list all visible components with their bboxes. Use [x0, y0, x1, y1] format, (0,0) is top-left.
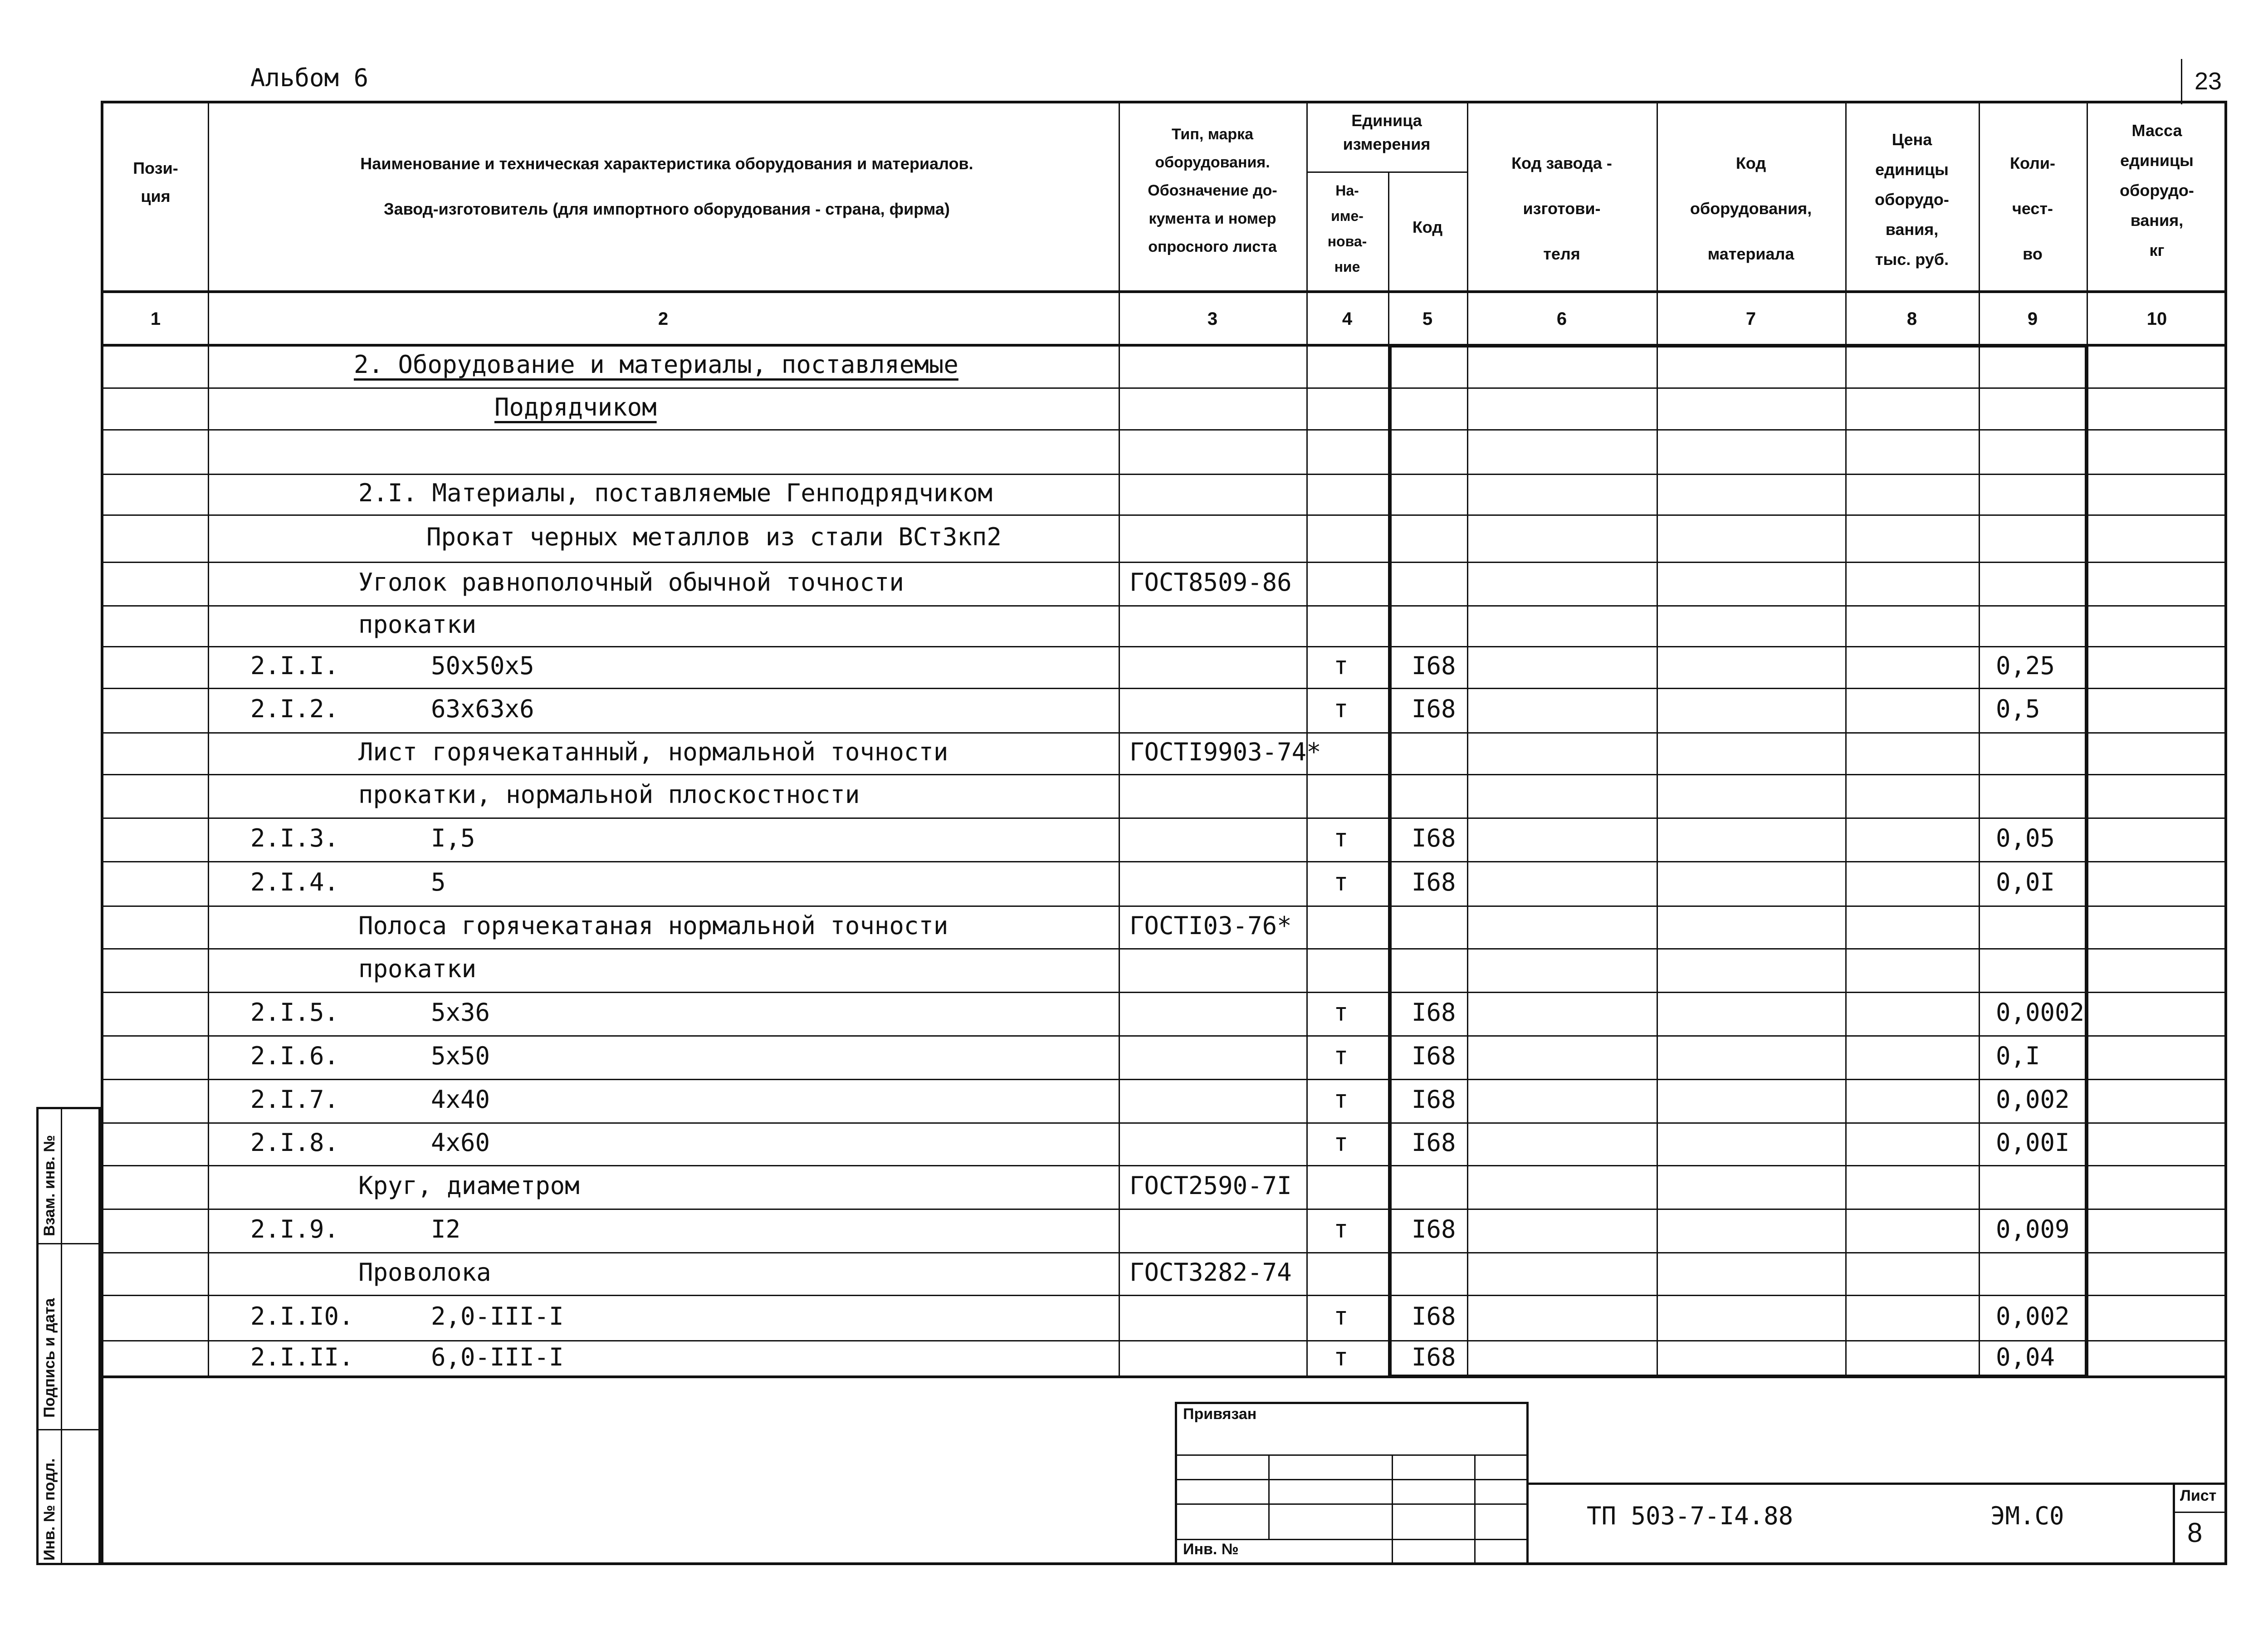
page-number: 23 — [2195, 68, 2222, 95]
row-code: I68 — [1412, 998, 1456, 1027]
row-divider — [101, 992, 2227, 993]
row-divider — [101, 429, 2227, 431]
row-name: 6,0-III-I — [431, 1343, 564, 1371]
col-number-3: 3 — [1207, 309, 1218, 329]
side-stamp-original-inv: Инв. № подл. — [41, 1458, 58, 1561]
binding-line-3 — [1175, 1503, 1529, 1505]
row-position: 2.I.8. — [250, 1128, 339, 1157]
sheet-label: Лист — [2180, 1487, 2217, 1504]
row-name: 2,0-III-I — [431, 1302, 564, 1331]
row-name: Прокат черных металлов из стали ВСт3кп2 — [426, 523, 1002, 551]
binding-vline-1 — [1268, 1454, 1270, 1539]
row-name: 5 — [431, 868, 446, 896]
row-quantity: 0,25 — [1996, 651, 2055, 680]
row-quantity: 0,0002 — [1996, 998, 2085, 1027]
row-divider — [101, 817, 2227, 819]
row-name: Круг, диаметром — [358, 1171, 580, 1200]
row-divider — [101, 948, 2227, 950]
row-name: 4x40 — [431, 1085, 490, 1114]
col-number-6: 6 — [1556, 309, 1567, 329]
row-document: ГОСТ2590-7I — [1129, 1171, 1292, 1200]
col-header-name-line2: Завод-изготовитель (для импортного оборудования - страна, фирма) — [384, 200, 950, 218]
col-header-unit-group: Единица измерения — [1343, 111, 1431, 153]
sheet-number: 8 — [2187, 1517, 2203, 1548]
row-divider — [101, 1165, 2227, 1166]
side-stamp-divider — [61, 1107, 62, 1565]
row-unit: т — [1334, 1343, 1349, 1371]
col-number-1: 1 — [150, 309, 161, 329]
row-position: 2.I.I. — [250, 651, 339, 680]
col-number-9: 9 — [2027, 309, 2038, 329]
row-position: 2.I.II. — [250, 1343, 354, 1371]
row-unit: т — [1334, 1085, 1349, 1114]
row-quantity: 0,002 — [1996, 1302, 2070, 1331]
row-divider — [101, 1252, 2227, 1253]
col-number-7: 7 — [1745, 309, 1756, 329]
row-unit: т — [1334, 824, 1349, 852]
row-code: I68 — [1412, 1042, 1456, 1070]
row-code: I68 — [1412, 651, 1456, 680]
row-unit: т — [1334, 1215, 1349, 1243]
row-unit: т — [1334, 651, 1349, 680]
row-unit: т — [1334, 1042, 1349, 1070]
header-bottom-line — [101, 290, 2227, 293]
row-position: 2.I.5. — [250, 998, 339, 1027]
row-code: I68 — [1412, 1302, 1456, 1331]
unit-group-line — [1306, 171, 1467, 173]
row-document: ГОСТ3282-74 — [1129, 1258, 1292, 1287]
document-suffix: ЭМ.С0 — [1990, 1502, 2064, 1530]
row-divider — [101, 514, 2227, 516]
row-divider — [101, 732, 2227, 734]
row-unit: т — [1334, 998, 1349, 1027]
side-stamp-replace-inv: Взам. инв. № — [41, 1135, 58, 1236]
row-code: I68 — [1412, 1215, 1456, 1243]
row-divider — [101, 1122, 2227, 1124]
row-unit: т — [1334, 1128, 1349, 1157]
row-name: 2. Оборудование и материалы, поставляемые — [354, 350, 958, 379]
row-divider — [101, 562, 2227, 563]
row-position: 2.I.7. — [250, 1085, 339, 1114]
row-name: Проволока — [358, 1258, 491, 1287]
side-stamp-line-1 — [36, 1243, 101, 1244]
col-header-type: Тип, марка оборудования. Обозначение до- кумента и номер опросного листа — [1148, 126, 1277, 255]
row-divider — [101, 905, 2227, 907]
col-line-1 — [208, 101, 209, 1378]
row-position: 2.I.2. — [250, 695, 339, 723]
row-quantity: 0,009 — [1996, 1215, 2070, 1243]
row-name: 50x50x5 — [431, 651, 534, 680]
col-header-quantity: Коли- чест- во — [2009, 154, 2056, 263]
page-number-divider — [2181, 59, 2182, 104]
row-name: прокатки, нормальной плоскостности — [358, 780, 860, 809]
row-name: Уголок равнополочный обычной точности — [358, 568, 904, 597]
row-position: 2.I.4. — [250, 868, 339, 896]
binding-line-1 — [1175, 1454, 1529, 1456]
binding-inv-label: Инв. № — [1183, 1541, 1239, 1558]
binding-vline-2 — [1392, 1454, 1393, 1565]
col-line-2 — [1119, 101, 1120, 1378]
side-stamp-signature-date: Подпись и дата — [41, 1298, 58, 1418]
row-unit: т — [1334, 868, 1349, 896]
bottom-frame — [101, 1376, 2227, 1565]
row-document: ГОСТI9903-74* — [1129, 738, 1321, 766]
row-quantity: 0,002 — [1996, 1085, 2070, 1114]
row-divider — [101, 646, 2227, 647]
row-document: ГОСТ8509-86 — [1129, 568, 1292, 597]
row-divider — [101, 1035, 2227, 1037]
row-name: I,5 — [431, 824, 475, 852]
col-header-mass: Масса единицы оборудо- вания, кг — [2120, 121, 2194, 259]
binding-line-2 — [1175, 1479, 1529, 1480]
row-code: I68 — [1412, 695, 1456, 723]
binding-vline-3 — [1474, 1454, 1476, 1565]
row-divider — [101, 387, 2227, 389]
row-code: I68 — [1412, 868, 1456, 896]
row-unit: т — [1334, 695, 1349, 723]
col-header-unit-price: Цена единицы оборудо- вания, тыс. руб. — [1875, 130, 1949, 269]
row-quantity: 0,5 — [1996, 695, 2040, 723]
col-header-unit-name: На- име- нова- ние — [1327, 182, 1367, 275]
col-header-position: Пози- ция — [133, 159, 178, 206]
row-quantity: 0,0I — [1996, 868, 2055, 896]
row-code: I68 — [1412, 1085, 1456, 1114]
row-divider — [101, 1340, 2227, 1341]
row-name: прокатки — [358, 610, 477, 639]
row-name: Подрядчиком — [494, 393, 657, 421]
row-quantity: 0,I — [1996, 1042, 2040, 1070]
title-block-top — [1529, 1483, 2227, 1485]
row-quantity: 0,04 — [1996, 1343, 2055, 1371]
col-number-2: 2 — [658, 309, 669, 329]
row-code: I68 — [1412, 1343, 1456, 1371]
row-divider — [101, 605, 2227, 607]
binding-line-4 — [1175, 1539, 1529, 1540]
row-divider — [101, 1209, 2227, 1210]
row-quantity: 0,00I — [1996, 1128, 2070, 1157]
row-divider — [101, 1295, 2227, 1296]
row-name: 5x50 — [431, 1042, 490, 1070]
row-quantity: 0,05 — [1996, 824, 2055, 852]
row-name: 5x36 — [431, 998, 490, 1027]
col-number-8: 8 — [1906, 309, 1917, 329]
col-header-plant-code: Код завода - изготови- теля — [1511, 154, 1612, 263]
col-number-5: 5 — [1422, 309, 1433, 329]
row-position: 2.I.9. — [250, 1215, 339, 1243]
row-position: 2.I.I0. — [250, 1302, 354, 1331]
row-name: 2.I. Материалы, поставляемые Генподрядчиком — [358, 479, 992, 507]
col-number-10: 10 — [2146, 309, 2167, 329]
row-name: прокатки — [358, 954, 477, 983]
row-name: 63x63x6 — [431, 695, 534, 723]
album-label: Альбом 6 — [250, 64, 369, 92]
col-number-4: 4 — [1342, 309, 1353, 329]
col-header-name-line1: Наименование и техническая характеристика оборудования и материалов. — [360, 154, 973, 173]
col-header-unit-code: Код — [1412, 218, 1443, 236]
document-code: ТП 503-7-I4.88 — [1587, 1502, 1794, 1530]
row-divider — [101, 774, 2227, 775]
row-code: I68 — [1412, 824, 1456, 852]
sheet-box-line — [2173, 1512, 2227, 1513]
row-name: Лист горячекатанный, нормальной точности — [358, 738, 948, 766]
row-code: I68 — [1412, 1128, 1456, 1157]
row-document: ГОСТI03-76* — [1129, 911, 1292, 940]
row-divider — [101, 1079, 2227, 1080]
row-divider — [101, 688, 2227, 689]
col-header-equipment-code: Код оборудования, материала — [1690, 154, 1812, 263]
row-unit: т — [1334, 1302, 1349, 1331]
row-divider — [101, 474, 2227, 475]
binding-label: Привязан — [1183, 1405, 1257, 1423]
row-name: Полоса горячекатаная нормальной точности — [358, 911, 948, 940]
row-position: 2.I.6. — [250, 1042, 339, 1070]
row-position: 2.I.3. — [250, 824, 339, 852]
row-name: 4x60 — [431, 1128, 490, 1157]
sheet-box-left — [2173, 1483, 2175, 1565]
row-name: I2 — [431, 1215, 461, 1243]
row-divider — [101, 861, 2227, 862]
side-stamp-line-2 — [36, 1429, 101, 1430]
